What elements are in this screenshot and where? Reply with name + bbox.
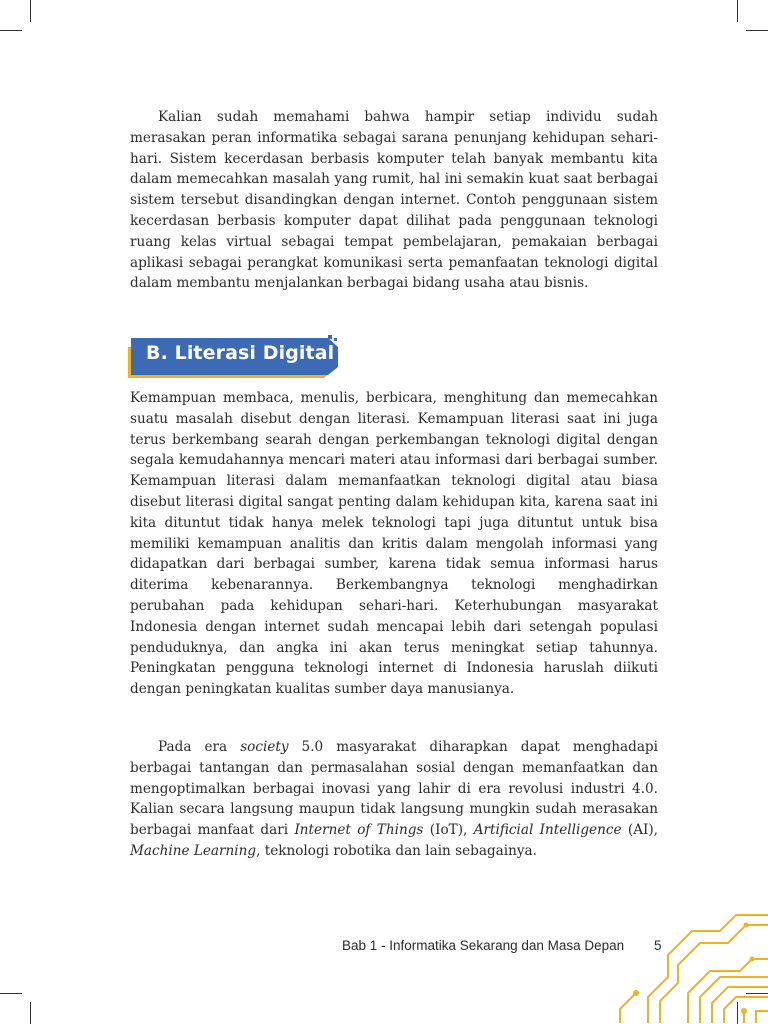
text-run: 5.0 masyarakat diharapkan dapat menghadapi berbagai tantangan dan permasalahan sosial dengan memanfaatkan dan mengoptimalkan berbagai inovasi yang lahir di era revolusi industri 4.0. Kalian secara langsung maupun tidak langsung mungkin sudah merasakan berbagai manfaat dari [130, 739, 658, 839]
crop-mark [737, 0, 738, 22]
text-run-italic: Internet of Things [294, 822, 424, 839]
section-heading [128, 335, 338, 378]
text-run-italic: society [240, 739, 289, 755]
circuit-decoration-icon [560, 905, 768, 1024]
section-heading-text: B. Literasi Digital [146, 342, 335, 364]
crop-mark [746, 30, 768, 31]
literasi-paragraph [130, 388, 658, 700]
society-paragraph [130, 737, 658, 862]
text-run: (AI), [621, 822, 659, 839]
intro-paragraph-text: Kalian sudah memahami bahwa hampir setiap individu sudah merasakan peran informatika sebagai sarana penunjang kehidupan sehari-hari. Sistem kecerdasan berbasis komputer telah banyak membantu kita dalam memecahkan masalah yang rumit, hal ini semakin kuat saat berbagai sistem tersebut disandingkan dengan internet. Contoh penggunaan sistem kecerdasan berbasis komputer dapat dilihat pada penggunaan teknologi ruang kelas virtual sebagai tempat pembelajaran, pemakaian berbagai aplikasi sebagai perangkat komunikasi serta pemanfaatan teknologi digital dalam membantu menjalankan berbagai bidang usaha atau bisnis. [130, 109, 658, 292]
page-number: 5 [654, 938, 662, 953]
crop-mark [30, 0, 31, 22]
crop-mark [0, 993, 22, 994]
literasi-paragraph-text: Kemampuan membaca, menulis, berbicara, menghitung dan memecahkan suatu masalah disebut dengan literasi. Kemampuan literasi saat ini juga terus berkembang searah dengan perkembangan teknologi digital dengan segala kemudahannya mencari materi atau informasi dari berbagai sumber. Kemampuan literasi dalam memanfaatkan teknologi digital atau biasa disebut literasi digital sangat penting dalam kehidupan kita, karena saat ini kita dituntut tidak hanya melek teknologi tapi juga dituntut untuk bisa memiliki kemampuan analitis dan kritis dalam mengolah informasi yang didapatkan dari berbagai sumber, karena tidak semua informasi harus diterima kebenarannya. Berkembangnya teknologi menghadirkan perubahan pada kehidupan sehari-hari. Keterhubungan masyarakat Indonesia dengan internet sudah mencapai lebih dari setengah populasi penduduknya, dan angka ini akan terus meningkat setiap tahunnya. Peningkatan pengguna teknologi internet di Indonesia haruslah diikuti dengan peningkatan kualitas sumber daya manusianya. [130, 390, 658, 698]
text-run: Pada era [158, 739, 241, 755]
intro-paragraph [130, 107, 658, 294]
crop-mark [0, 30, 22, 31]
text-run-italic: Artificial Intelligence [473, 822, 622, 839]
crop-mark [30, 1002, 31, 1024]
footer-chapter-title: Bab 1 - Informatika Sekarang dan Masa Depan [342, 938, 625, 953]
text-run-italic: Machine Learning [130, 842, 257, 859]
text-run: , teknologi robotika dan lain sebagainya. [256, 842, 537, 859]
text-run: (IoT), [423, 822, 474, 839]
